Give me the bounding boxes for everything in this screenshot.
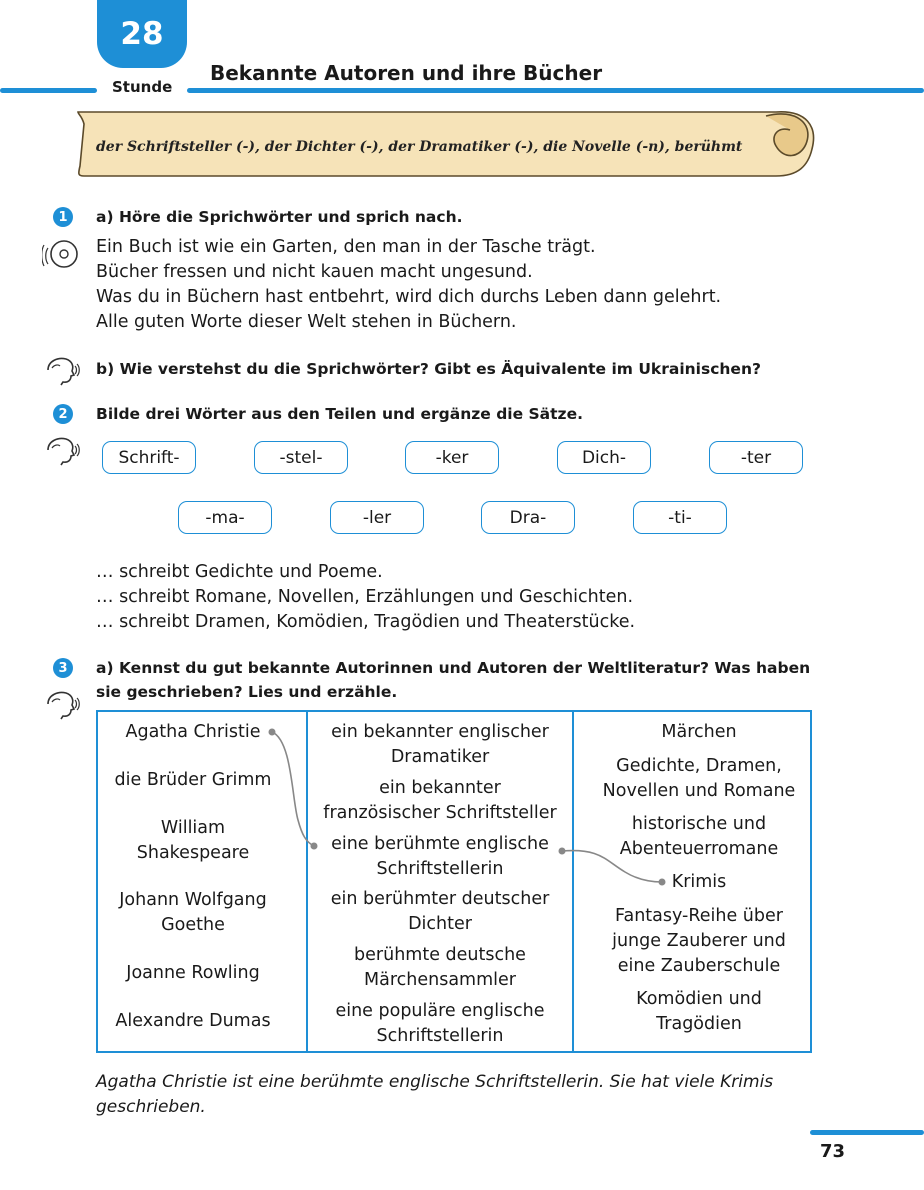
description-cell: ein berühmter deutscher Dichter <box>330 889 550 934</box>
proverb-3: Was du in Büchern hast entbehrt, wird dich durchs Leben dann gelehrt. <box>96 287 722 307</box>
description-cell: eine berühmte englische Schriftstellerin <box>331 834 549 879</box>
word-part-card[interactable]: -ter <box>709 441 803 474</box>
work-cell: Gedichte, Dramen, Novellen und Romane <box>602 756 796 801</box>
lesson-number: 28 <box>120 16 164 52</box>
word-part-card[interactable]: -ti- <box>633 501 727 534</box>
word-part-card[interactable]: -ma- <box>178 501 272 534</box>
author-cell: die Brüder Grimm <box>114 770 272 790</box>
proverb-2: Bücher fressen und nicht kauen macht ungesund. <box>96 262 533 282</box>
word-part-card[interactable]: Schrift- <box>102 441 196 474</box>
proverb-4: Alle guten Worte dieser Welt stehen in Büchern. <box>96 312 517 332</box>
connector-dot <box>559 848 566 855</box>
connector-dot <box>659 879 666 886</box>
work-cell: Komödien und Tragödien <box>636 989 762 1034</box>
task-2-instruction: Bilde drei Wörter aus den Teilen und ergänze die Sätze. <box>96 405 583 423</box>
word-part-card[interactable]: -stel- <box>254 441 348 474</box>
author-cell: Agatha Christie <box>125 722 261 742</box>
connector-dot <box>269 729 276 736</box>
example-answer: Agatha Christie ist eine berühmte englische Schriftstellerin. Sie hat viele Krimis geschrieben. <box>96 1072 774 1117</box>
gap-sentence-3: … schreibt Dramen, Komödien, Tragödien und Theaterstücke. <box>96 612 636 632</box>
footer-rule <box>810 1130 924 1135</box>
author-cell: Johann Wolfgang Goethe <box>119 890 267 935</box>
task-1-number: 1 <box>53 207 73 227</box>
author-cell: Joanne Rowling <box>126 963 260 983</box>
work-cell: Fantasy-Reihe über junge Zauberer und eine Zauberschule <box>612 906 786 976</box>
connector-description-to-work <box>562 851 662 882</box>
task-1a-instruction: a) Höre die Sprichwörter und sprich nach. <box>96 208 463 226</box>
description-cell: ein bekannter französischer Schriftsteller <box>323 778 557 823</box>
task-3a-instruction-line-2: sie geschrieben? Lies und erzähle. <box>96 683 398 701</box>
task-1b-instruction: b) Wie verstehst du die Sprichwörter? Gibt es Äquivalente im Ukrainischen? <box>96 360 761 378</box>
connector-dot <box>311 843 318 850</box>
page-title: Bekannte Autoren und ihre Bücher <box>210 61 603 85</box>
work-cell: Märchen <box>661 722 737 742</box>
work-cell: historische und Abenteuerromane <box>619 814 779 859</box>
task-2-number: 2 <box>53 404 73 424</box>
author-cell: William Shakespeare <box>136 818 250 863</box>
word-part-card[interactable]: -ler <box>330 501 424 534</box>
description-cell: berühmte deutsche Märchensammler <box>354 945 526 990</box>
gap-sentence-2: … schreibt Romane, Novellen, Erzählungen und Geschichten. <box>96 587 634 607</box>
author-cell: Alexandre Dumas <box>115 1011 271 1031</box>
word-part-card[interactable]: -ker <box>405 441 499 474</box>
proverb-1: Ein Buch ist wie ein Garten, den man in der Tasche trägt. <box>96 237 596 257</box>
task-3-number: 3 <box>53 658 73 678</box>
connector-author-to-description <box>272 732 314 846</box>
task-3a-instruction-line-1: a) Kennst du gut bekannte Autorinnen und Autoren der Weltliteratur? Was haben <box>96 659 811 677</box>
gap-sentence-1: … schreibt Gedichte und Poeme. <box>96 562 383 582</box>
description-cell: eine populäre englische Schriftstellerin <box>335 1001 545 1046</box>
page-number: 73 <box>820 1141 846 1162</box>
work-cell: Krimis <box>671 872 727 892</box>
vocabulary-words: der Schriftsteller (-), der Dichter (-), der Dramatiker (-), die Novelle (-n), berühmt <box>96 139 743 155</box>
lesson-label: Stunde <box>112 78 173 96</box>
description-cell: ein bekannter englischer Dramatiker <box>331 722 549 767</box>
word-part-card[interactable]: Dich- <box>557 441 651 474</box>
word-part-card[interactable]: Dra- <box>481 501 575 534</box>
